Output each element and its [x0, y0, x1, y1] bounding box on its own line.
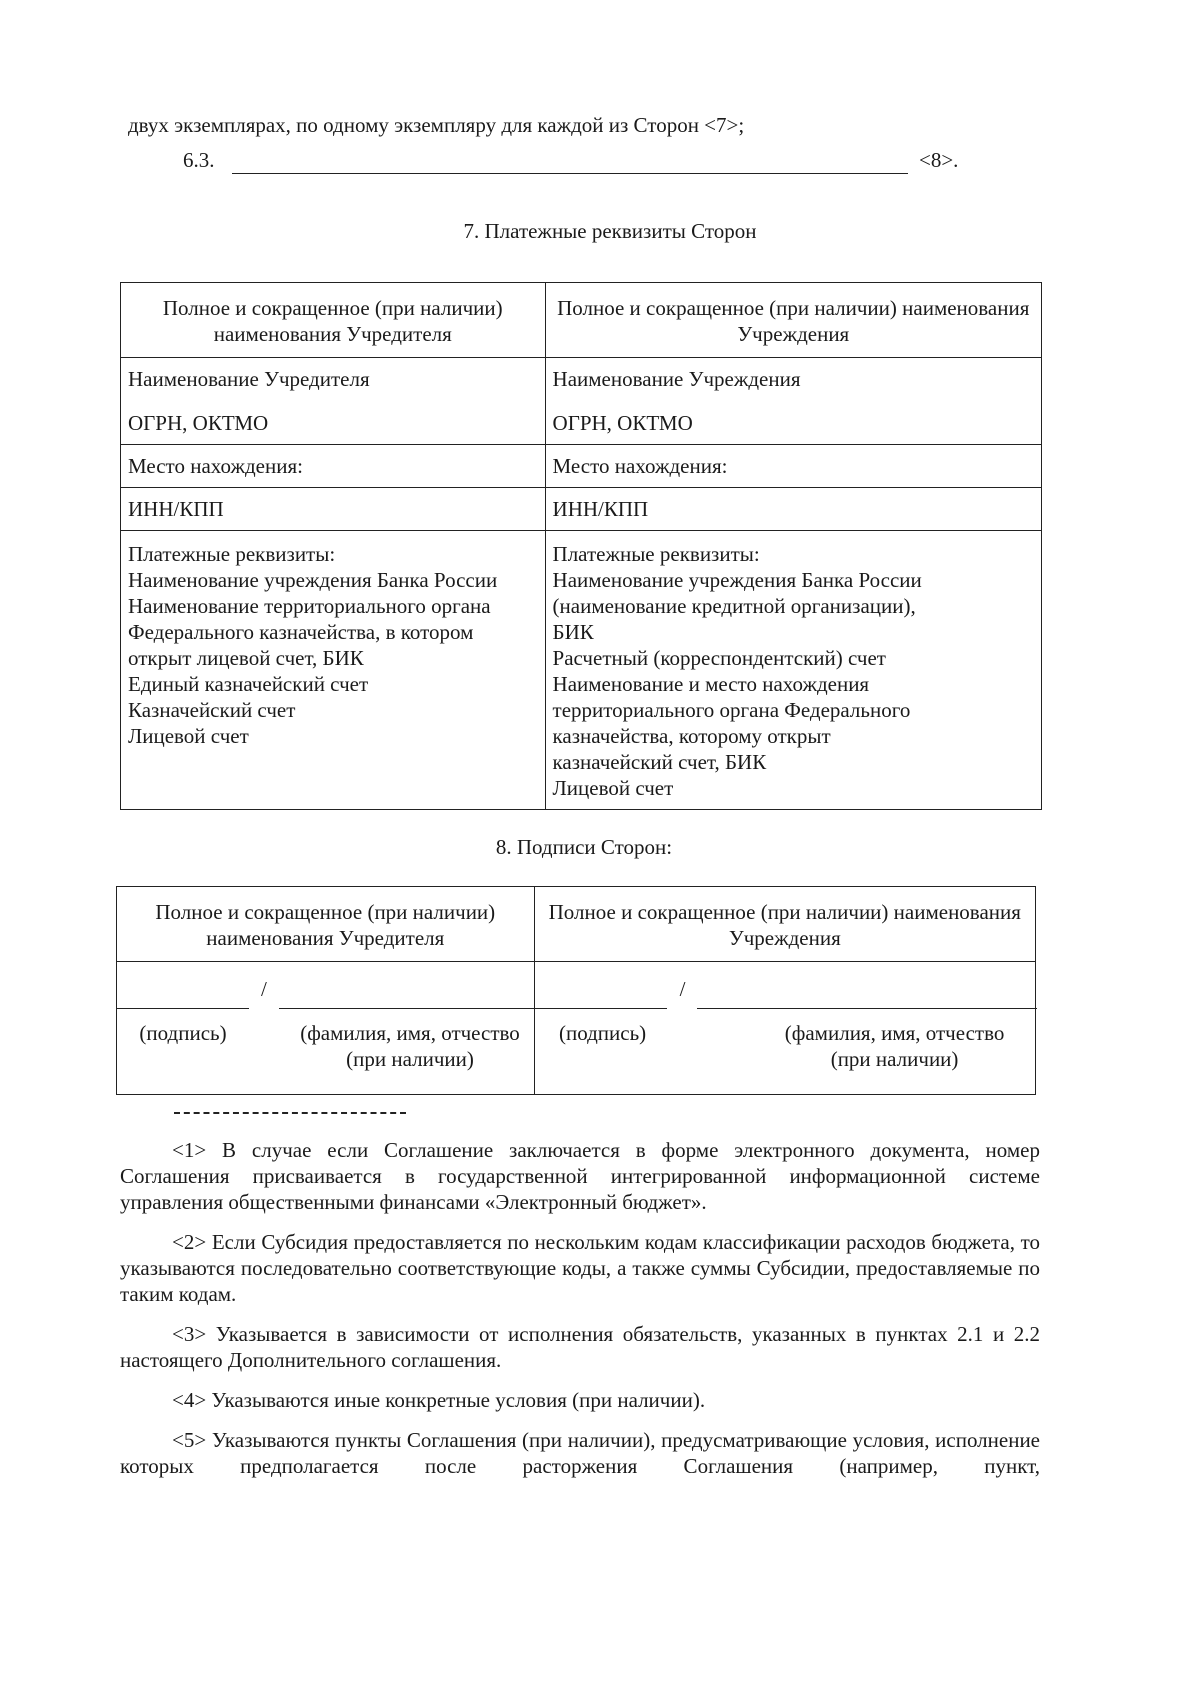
founder-signature-cell — [117, 962, 535, 1095]
institution-name: Наименование Учреждения — [552, 367, 801, 391]
item-number: 6.3. — [183, 148, 215, 172]
footnote-1: <1> В случае если Соглашение заключается в форме электронного документа, номер Соглашения присваивается в государственной интегрированной информационной системе управления общественными финансами «Электронный бюджет». — [120, 1138, 1040, 1214]
signature-slash: / — [261, 977, 267, 1001]
fio-label-line1: (фамилия, имя, отчество — [300, 1021, 520, 1045]
footnotes — [120, 1137, 1040, 1493]
founder-payment-line: Наименование учреждения Банка России — [128, 568, 498, 592]
institution-payment-line: (наименование кредитной организации), — [552, 594, 916, 618]
institution-name-cell — [545, 358, 1041, 445]
institution-payment-line: Наименование учреждения Банка России — [552, 568, 922, 592]
section7-title: 7. Платежные реквизиты Сторон — [463, 219, 757, 243]
signature-line — [535, 1008, 667, 1009]
sig-founder-header: Полное и сокращенное (при наличии) наименования Учредителя — [117, 887, 535, 962]
fio-line — [279, 1008, 535, 1009]
fio-label-line2: (при наличии) — [830, 1047, 959, 1071]
fio-line — [697, 1008, 1037, 1009]
institution-payment-line: БИК — [552, 620, 594, 644]
institution-inn: ИНН/КПП — [545, 488, 1041, 531]
institution-payment-cell — [545, 531, 1041, 810]
founder-name-cell — [121, 358, 546, 445]
institution-payment-line: Наименование и место нахождения — [552, 672, 870, 696]
signature-slash: / — [679, 977, 686, 1001]
fio-label-line2: (при наличии) — [346, 1047, 474, 1071]
table-row — [121, 358, 1042, 445]
institution-payment-line: Лицевой счет — [552, 776, 674, 800]
institution-location: Место нахождения: — [545, 445, 1041, 488]
founder-payment-line: Единый казначейский счет — [128, 672, 369, 696]
sig-institution-header: Полное и сокращенное (при наличии) наименования Учреждения — [534, 887, 1035, 962]
institution-payment-line: Расчетный (корреспондентский) счет — [552, 646, 886, 670]
table-row — [121, 445, 1042, 488]
signature-label: (подпись) — [139, 1021, 227, 1045]
founder-signature-area — [117, 962, 534, 1094]
institution-payment-line: казначейский счет, БИК — [552, 750, 767, 774]
founder-inn: ИНН/КПП — [121, 488, 546, 531]
fill-in-line — [232, 147, 908, 174]
founder-header: Полное и сокращенное (при наличии) наименования Учредителя — [121, 283, 546, 358]
founder-payment-line: Федерального казначейства, в котором — [128, 620, 474, 644]
institution-signature-cell — [534, 962, 1035, 1095]
table-row — [121, 488, 1042, 531]
fio-label — [287, 1020, 533, 1072]
institution-payment-line: Платежные реквизиты: — [552, 542, 760, 566]
institution-payment-line: территориального органа Федерального — [552, 698, 911, 722]
footnote-separator — [174, 1112, 406, 1114]
institution-payment-line: казначейства, которому открыт — [552, 724, 831, 748]
fio-label — [745, 1020, 1045, 1072]
fio-label-line1: (фамилия, имя, отчество — [784, 1021, 1005, 1045]
section8-title: 8. Подписи Сторон: — [495, 835, 673, 859]
institution-header: Полное и сокращенное (при наличии) наименования Учреждения — [545, 283, 1041, 358]
continuation-text: двух экземплярах, по одному экземпляру для каждой из Сторон <7>; — [128, 113, 745, 137]
footnote-5: <5> Указываются пункты Соглашения (при наличии), предусматривающие условия, исполнение которых предполагается после расторжения Соглашения (например, пункт, — [120, 1428, 1040, 1478]
founder-ogrn: ОГРН, ОКТМО — [128, 411, 269, 435]
table-row — [117, 887, 1036, 962]
founder-payment-line: Лицевой счет — [128, 724, 249, 748]
footnote-4: <4> Указываются иные конкретные условия (при наличии). — [172, 1388, 706, 1412]
item-note: <8>. — [919, 148, 959, 172]
founder-payment-line: открыт лицевой счет, БИК — [128, 646, 364, 670]
footnote-2: <2> Если Субсидия предоставляется по нескольким кодам классификации расходов бюджета, то указываются последовательно соответствующие коды, а также суммы Субсидии, предоставляемые по таким кодам. — [120, 1230, 1040, 1306]
table-row — [121, 283, 1042, 358]
founder-payment-line: Платежные реквизиты: — [128, 542, 336, 566]
founder-payment-line: Наименование территориального органа — [128, 594, 491, 618]
signatures-table — [116, 886, 1036, 1095]
founder-location: Место нахождения: — [121, 445, 546, 488]
founder-payment-cell — [121, 531, 546, 810]
table-row — [121, 531, 1042, 810]
institution-signature-area — [535, 962, 1035, 1094]
table-row — [117, 962, 1036, 1095]
founder-payment-line: Казначейский счет — [128, 698, 296, 722]
signature-label: (подпись) — [558, 1021, 647, 1045]
institution-ogrn: ОГРН, ОКТМО — [552, 411, 693, 435]
payment-details-table — [120, 282, 1042, 810]
item-6-3 — [183, 147, 958, 174]
footnote-3: <3> Указывается в зависимости от исполнения обязательств, указанных в пунктах 2.1 и 2.2 настоящего Дополнительного соглашения. — [120, 1322, 1040, 1372]
signature-line — [117, 1008, 249, 1009]
founder-name: Наименование Учредителя — [128, 367, 370, 391]
